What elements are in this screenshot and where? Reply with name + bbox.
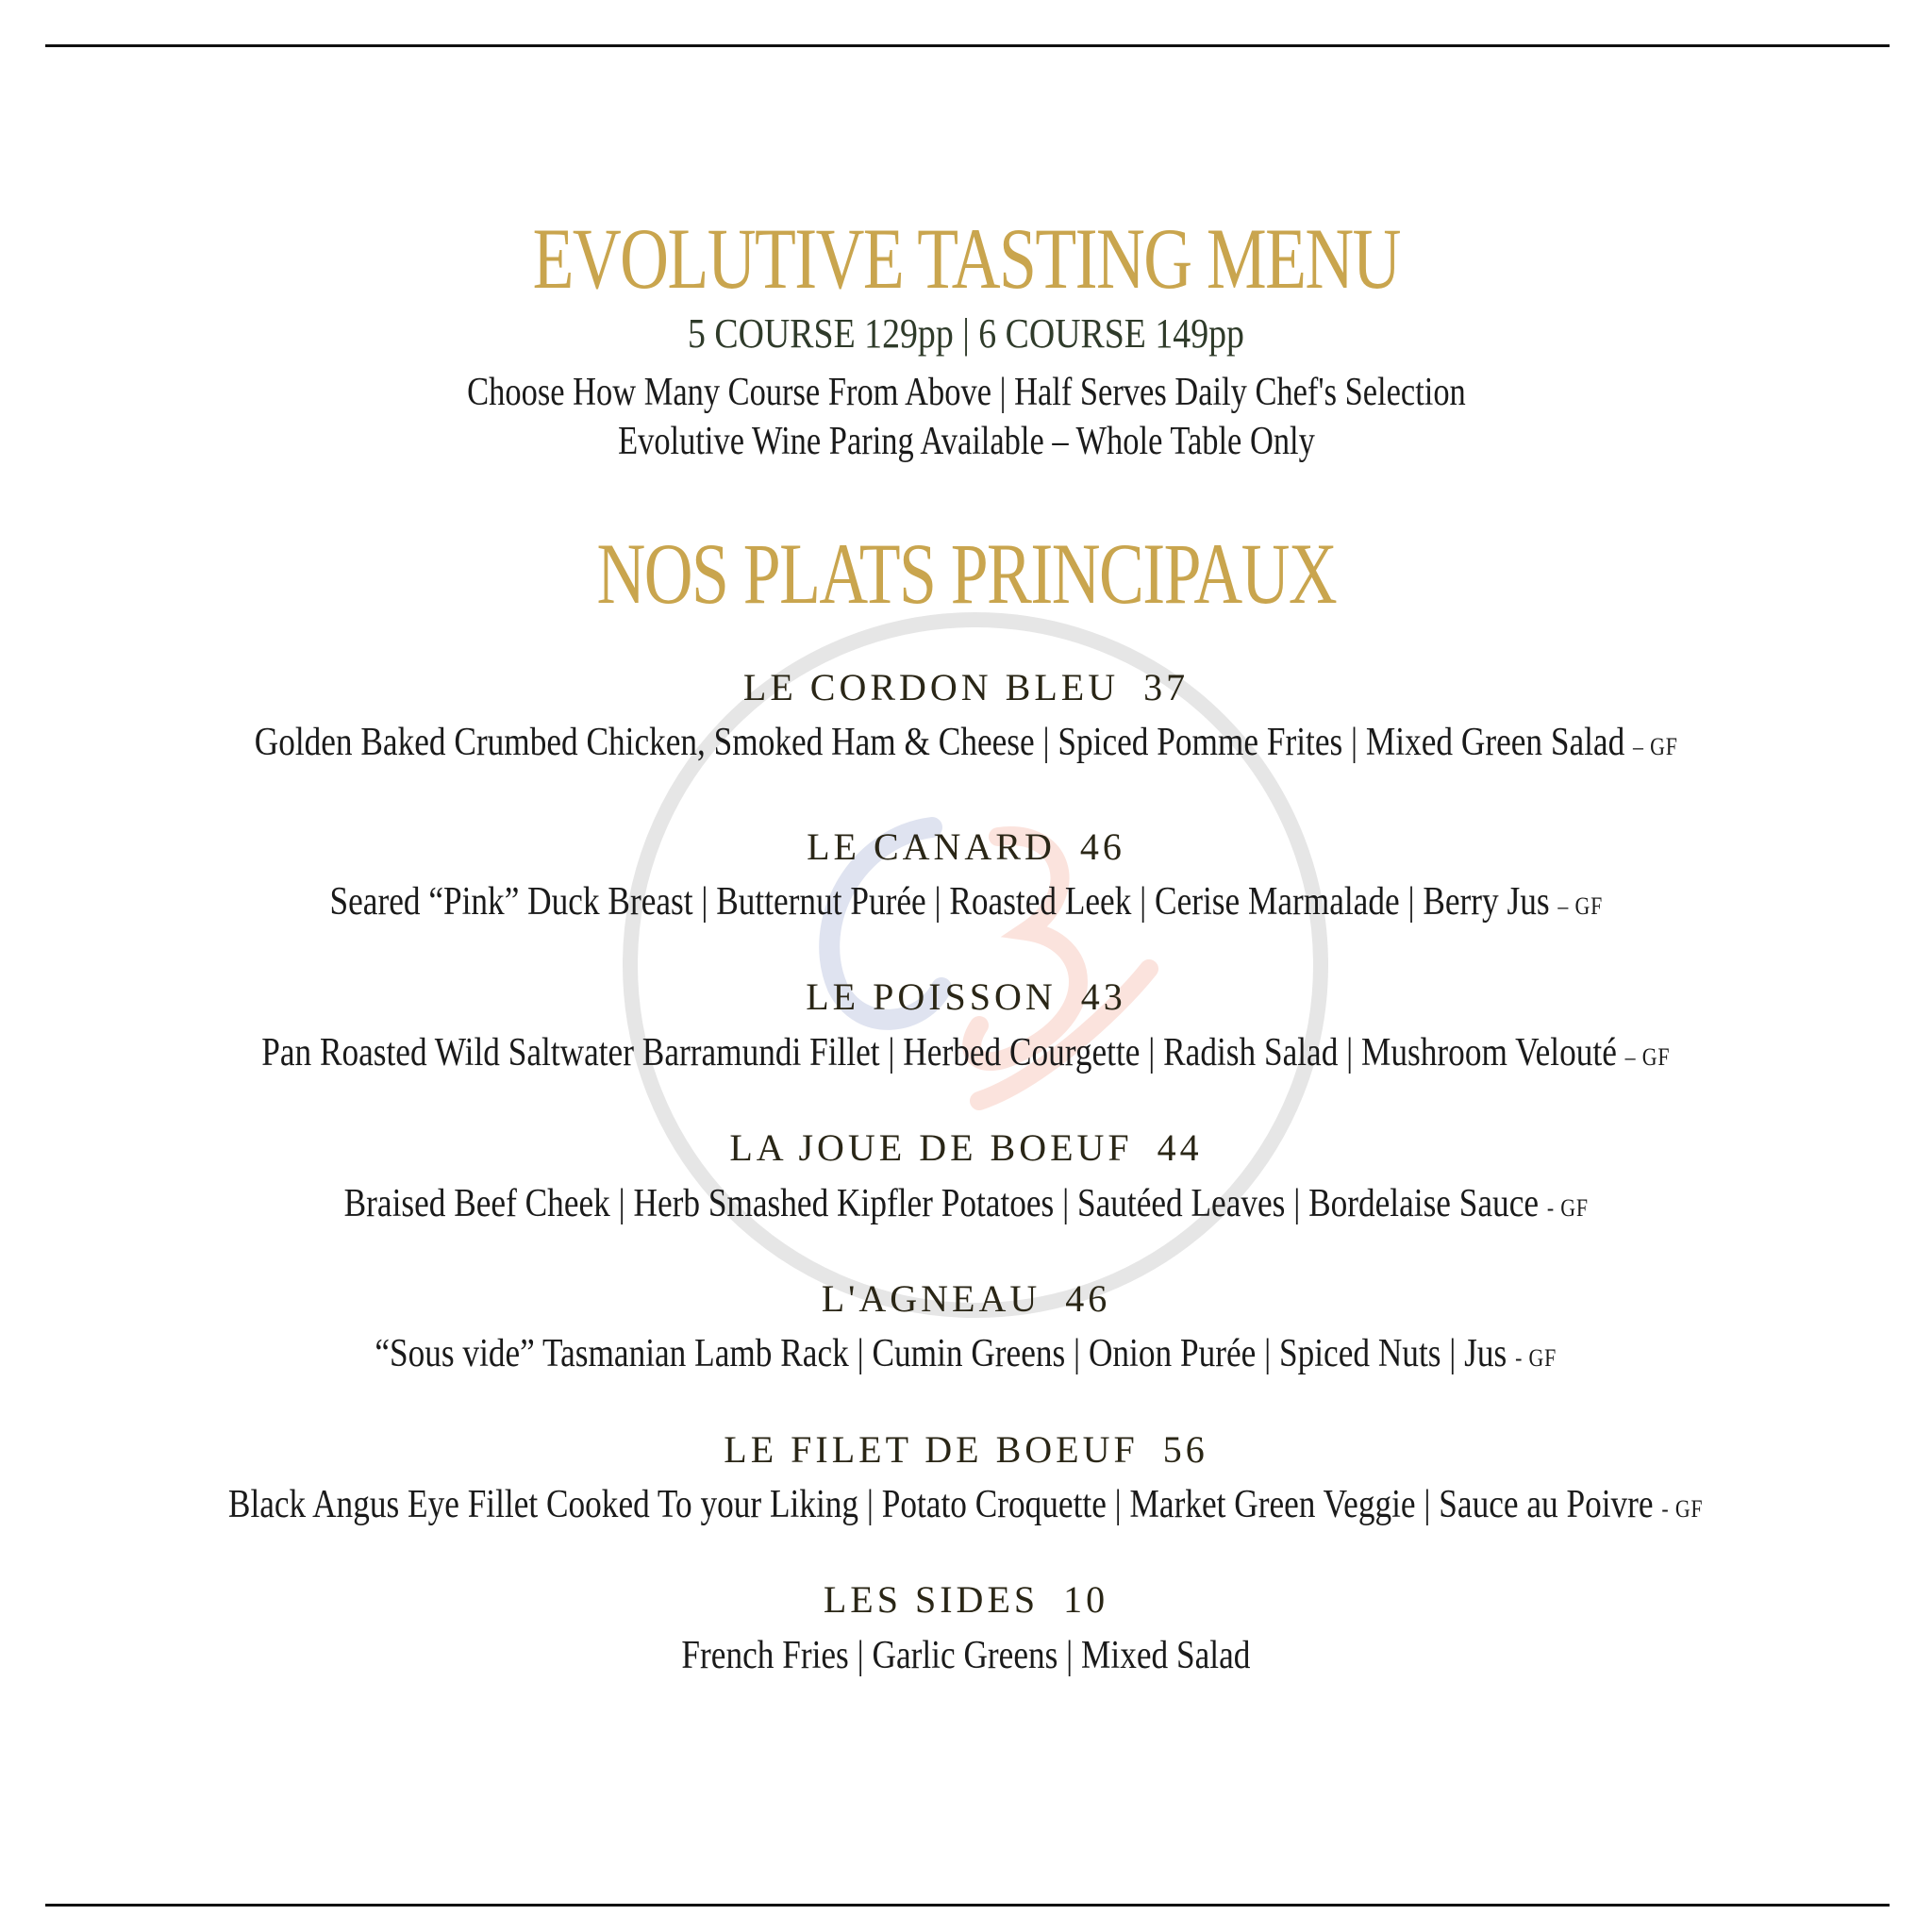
menu-item-description-text: Seared “Pink” Duck Breast | Butternut Purée | Roasted Leek | Cerise Marmalade | Berry Jus: [329, 880, 1550, 924]
menu-item-price: 37: [1143, 666, 1190, 708]
menu-item-description: [0, 1184, 1932, 1224]
dietary-tag: – GF: [1557, 892, 1603, 920]
menu-title: [0, 210, 1932, 307]
menu-item-price: 46: [1065, 1277, 1111, 1320]
dietary-tag: - GF: [1546, 1194, 1589, 1222]
menu-item-name: LE CANARD: [807, 825, 1056, 868]
menu-item-description-text: Black Angus Eye Fillet Cooked To your Liking | Potato Croquette | Market Green Veggie | Sauce au Poivre: [228, 1483, 1654, 1526]
menu-item-description-text: “Sous vide” Tasmanian Lamb Rack | Cumin Greens | Onion Purée | Spiced Nuts | Jus: [375, 1332, 1507, 1375]
menu-item-description-text: French Fries | Garlic Greens | Mixed Salad: [681, 1634, 1251, 1677]
menu-item-description: [0, 882, 1932, 922]
section-title: [0, 525, 1932, 622]
dietary-tag: – GF: [1632, 733, 1678, 760]
menu-item-name: LE POISSON: [806, 975, 1057, 1018]
tasting-note-1: [0, 373, 1932, 412]
top-divider: [45, 44, 1890, 47]
tasting-note-2-text: Evolutive Wine Paring Available – Whole Table Only: [617, 420, 1315, 463]
menu-item-price: 43: [1080, 975, 1126, 1018]
menu-item-description: [0, 1334, 1932, 1374]
menu-item-name: LE FILET DE BOEUF: [724, 1428, 1139, 1471]
menu-item-heading: [0, 666, 1932, 708]
tasting-note-1-text: Choose How Many Course From Above | Half Serves Daily Chef's Selection: [466, 371, 1466, 414]
dietary-tag: - GF: [1661, 1495, 1704, 1523]
menu-title-text: EVOLUTIVE TASTING MENU: [532, 210, 1400, 307]
dietary-tag: – GF: [1624, 1043, 1671, 1071]
bottom-divider: [45, 1904, 1890, 1907]
menu-item-name: LE CORDON BLEU: [742, 666, 1120, 708]
menu-item-description: [0, 1033, 1932, 1073]
menu-item-name: LA JOUE DE BOEUF: [729, 1126, 1133, 1169]
menu-item-heading: [0, 1126, 1932, 1169]
tasting-note-2: [0, 422, 1932, 461]
section-title-text: NOS PLATS PRINCIPAUX: [596, 525, 1336, 622]
tasting-pricing-text: 5 COURSE 129pp | 6 COURSE 149pp: [688, 310, 1244, 357]
menu-item-price: 10: [1063, 1578, 1109, 1621]
menu-item-heading: [0, 975, 1932, 1018]
menu-item-heading: [0, 825, 1932, 868]
menu-item-name: LES SIDES: [823, 1578, 1040, 1621]
menu-item-heading: [0, 1578, 1932, 1621]
menu-item-price: 44: [1157, 1126, 1203, 1169]
menu-item-description: [0, 1485, 1932, 1524]
menu-item-description-text: Braised Beef Cheek | Herb Smashed Kipfler Potatoes | Sautéed Leaves | Bordelaise Sauce: [343, 1182, 1539, 1225]
menu-item-description: [0, 723, 1932, 762]
menu-item-name: L'AGNEAU: [821, 1277, 1041, 1320]
tasting-pricing: [0, 310, 1932, 357]
menu-item-price: 46: [1079, 825, 1125, 868]
menu-item-heading: [0, 1277, 1932, 1320]
menu-item-description: [0, 1636, 1932, 1675]
menu-item-heading: [0, 1428, 1932, 1471]
menu-item-price: 56: [1162, 1428, 1208, 1471]
menu-item-description-text: Golden Baked Crumbed Chicken, Smoked Ham & Cheese | Spiced Pomme Frites | Mixed Green Salad: [254, 721, 1625, 764]
dietary-tag: - GF: [1515, 1344, 1557, 1372]
menu-item-description-text: Pan Roasted Wild Saltwater Barramundi Fillet | Herbed Courgette | Radish Salad | Mushroom Velouté: [261, 1031, 1618, 1074]
